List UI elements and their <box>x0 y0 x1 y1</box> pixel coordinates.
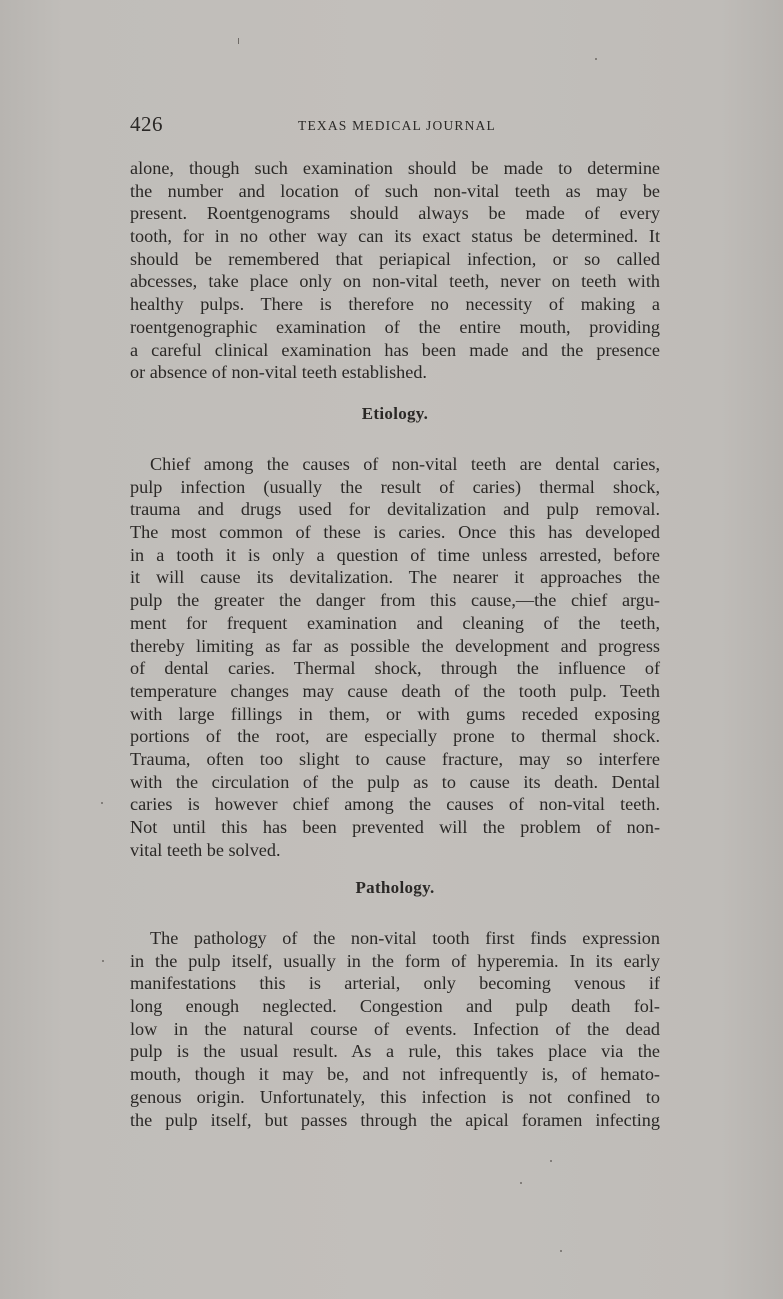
text-line: vital teeth be solved. <box>130 839 281 860</box>
etiology-paragraph <box>130 453 660 861</box>
text-line: present. Roentgenograms should always be made of every <box>130 203 660 224</box>
text-line: low in the natural course of events. Infection of the dead <box>130 1018 660 1039</box>
text-line: healthy pulps. There is therefore no necessity of making a <box>130 294 660 315</box>
text-line: should be remembered that periapical infection, or so called <box>130 248 660 269</box>
text-line: with large fillings in them, or with gums receded exposing <box>130 703 660 724</box>
paper-speck <box>595 58 597 60</box>
page-number: 426 <box>130 112 163 136</box>
text-line: it will cause its devitalization. The nearer it approaches the <box>130 567 660 588</box>
text-line: pulp is the usual result. As a rule, this takes place via the <box>130 1041 660 1062</box>
running-head <box>130 112 660 140</box>
text-line: Not until this has been prevented will the problem of non- <box>130 817 660 837</box>
text-line: The most common of these is caries. Once this has developed <box>130 522 660 543</box>
text-line: in the pulp itself, usually in the form of hyperemia. In its early <box>130 950 660 971</box>
text-line: Chief among the causes of non-vital teeth are dental caries, <box>150 454 660 474</box>
text-line: with the circulation of the pulp as to cause its death. Dental <box>130 771 660 792</box>
text-line: portions of the root, are especially prone to thermal shock. <box>130 726 660 747</box>
paper-speck <box>520 1182 522 1184</box>
journal-title: TEXAS MEDICAL JOURNAL <box>298 118 496 133</box>
text-line: tooth, for in no other way can its exact status be determined. It <box>130 226 660 247</box>
text-line: the number and location of such non-vital teeth as may be <box>130 180 660 201</box>
etiology-heading: Etiology. <box>361 404 429 423</box>
text-line: in a tooth it is only a question of time unless arrested, before <box>130 544 660 565</box>
text-line: mouth, though it may be, and not infrequently is, of hemato- <box>130 1064 660 1085</box>
text-line: manifestations this is arterial, only becoming venous if <box>130 973 660 994</box>
text-line: caries is however chief among the causes of non-vital teeth. <box>130 794 660 815</box>
intro-paragraph <box>130 157 660 384</box>
text-line: the pulp itself, but passes through the apical foramen infecting <box>130 1109 660 1130</box>
text-line: thereby limiting as far as possible the development and progress <box>130 635 660 656</box>
paper-speck <box>560 1250 562 1252</box>
paper-speck <box>550 1160 552 1162</box>
text-line: abcesses, take place only on non-vital teeth, never on teeth with <box>130 271 660 292</box>
paper-speck <box>102 960 104 962</box>
text-line: long enough neglected. Congestion and pulp death fol- <box>130 996 660 1017</box>
text-line: The pathology of the non-vital tooth first finds expression <box>150 928 660 948</box>
text-line: temperature changes may cause death of the tooth pulp. Teeth <box>130 680 660 701</box>
text-line: trauma and drugs used for devitalization and pulp removal. <box>130 499 660 520</box>
paper-speck <box>238 38 239 44</box>
text-line: alone, though such examination should be made to determine <box>130 158 660 178</box>
text-line: of dental caries. Thermal shock, through the influence of <box>130 658 660 679</box>
text-line: roentgenographic examination of the entire mouth, providing <box>130 316 660 337</box>
pathology-heading: Pathology. <box>355 878 435 897</box>
text-line: genous origin. Unfortunately, this infection is not confined to <box>130 1086 660 1107</box>
text-line: pulp infection (usually the result of caries) thermal shock, <box>130 476 660 497</box>
text-line: pulp the greater the danger from this cause,—the chief argu- <box>130 590 660 611</box>
pathology-paragraph <box>130 927 660 1131</box>
text-line: Trauma, often too slight to cause fracture, may so interfere <box>130 748 660 769</box>
text-line: or absence of non-vital teeth established. <box>130 362 427 383</box>
text-line: a careful clinical examination has been made and the presence <box>130 339 660 360</box>
paper-speck <box>101 802 103 804</box>
text-line: ment for frequent examination and cleaning of the teeth, <box>130 612 660 633</box>
